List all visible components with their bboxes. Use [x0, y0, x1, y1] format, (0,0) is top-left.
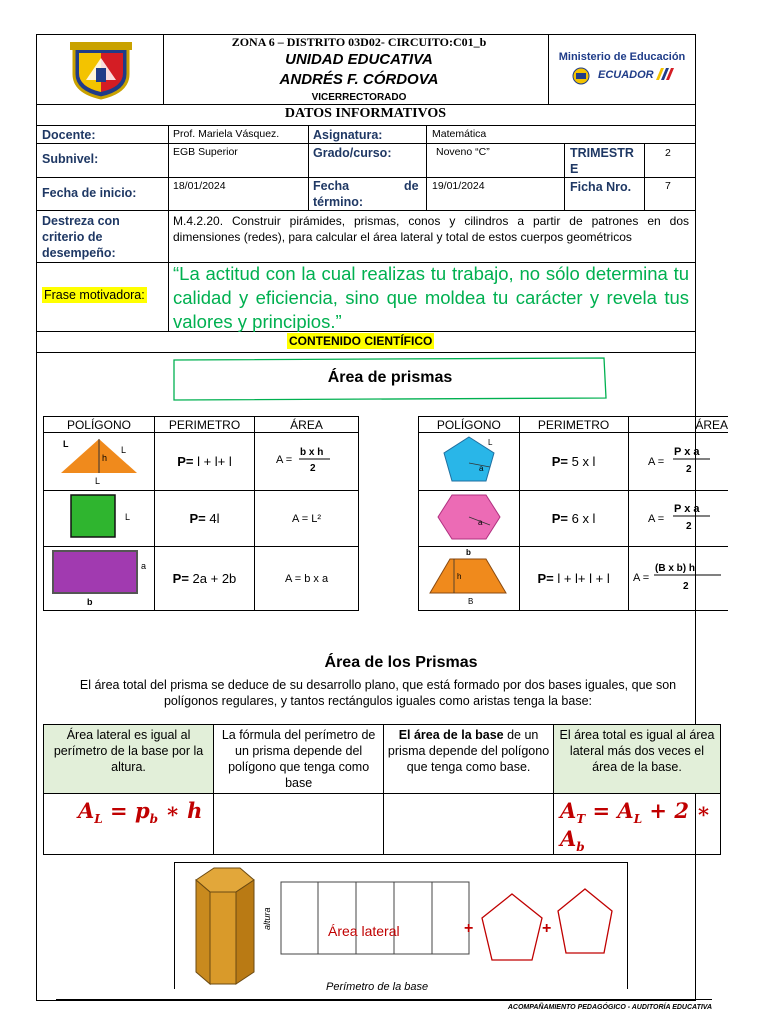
- fecha-inicio-value: 18/01/2024: [173, 180, 226, 192]
- square-cell: [44, 491, 155, 547]
- svg-text:A =: A =: [648, 513, 665, 525]
- area-cell: [255, 433, 359, 491]
- pentagon-base-icon: [554, 885, 616, 959]
- perimetro-cell: P= 6 x l: [519, 491, 628, 547]
- lateral-area-formula: $A_L = p_b$ ∗ h: [78, 798, 203, 827]
- grado-label: Grado/curso:: [313, 146, 392, 160]
- grado-value: Noveno “C”: [436, 146, 490, 158]
- table-row: [419, 433, 729, 491]
- svg-text:P x a: P x a: [674, 503, 700, 515]
- table-row: [419, 491, 729, 547]
- prisms-formula-table: [43, 724, 721, 855]
- table-row: [44, 433, 359, 491]
- frase-value: “La actitud con la cual realizas tu trabajo, no sólo determina tu calidad y eficiencia, sino que moldea tu carácter y revela tus valores y principios.”: [173, 263, 689, 332]
- col-header-area: ÁREA: [255, 417, 359, 433]
- asignatura-value: Matemática: [432, 128, 487, 140]
- col-header-poligono: POLÍGONO: [44, 417, 155, 433]
- table-row: [44, 547, 359, 611]
- subnivel-value: EGB Superior: [173, 146, 238, 158]
- fecha-inicio-label: Fecha de inicio:: [42, 186, 137, 200]
- fecha-termino-label-2: término:: [313, 195, 363, 209]
- perimetro-cell: P= l + l+ l: [154, 433, 254, 491]
- area-cell: A = b x a: [255, 547, 359, 611]
- school-name-line1: UNIDAD EDUCATIVA: [285, 51, 433, 68]
- contenido-title: CONTENIDO CIENTÍFICO: [289, 334, 433, 348]
- destreza-value: M.4.2.20. Construir pirámides, prismas, conos y cilindros a partir de patrones en dos dimensiones (redes), para calcular el área lateral y total de estos cuerpos geométricos: [173, 214, 689, 244]
- square-icon: [49, 491, 149, 543]
- pentagon-side: L: [487, 438, 493, 447]
- svg-text:A =: A =: [648, 456, 665, 468]
- trimestre-label-1: TRIMESTR: [570, 146, 634, 160]
- triangle-side-left: L: [62, 439, 69, 449]
- dept-label: VICERRECTORADO: [311, 92, 407, 103]
- svg-text:A =: A =: [633, 572, 650, 584]
- plus-sign-1: +: [464, 920, 474, 937]
- col-header-area: ÁREA: [628, 417, 728, 433]
- hexagon-apothem: a: [477, 518, 483, 527]
- perimetro-cell: P= 4l: [154, 491, 254, 547]
- pentagon-base-icon: [478, 890, 546, 966]
- trapezoid-icon: [422, 547, 516, 607]
- svg-text:2: 2: [683, 581, 689, 592]
- lateral-area-text: Área lateral es igual al perímetro de la base por la altura.: [44, 725, 214, 794]
- col-header-poligono: POLÍGONO: [419, 417, 520, 433]
- total-area-text: El área total es igual al área lateral más dos veces el área de la base.: [553, 725, 720, 794]
- empty-cell: [384, 794, 554, 855]
- rectangle-base: b: [86, 597, 93, 607]
- trapezoid-height: h: [456, 572, 462, 581]
- trapezoid-top: b: [465, 548, 471, 557]
- col-header-perimetro: PERIMETRO: [154, 417, 254, 433]
- docente-label: Docente:: [42, 128, 96, 142]
- destreza-label: Destreza con criterio de desempeño:: [42, 214, 120, 260]
- plus-sign-2: +: [542, 920, 552, 937]
- trimestre-value: 2: [665, 147, 671, 159]
- trapezoid-cell: [419, 547, 520, 611]
- triangle-cell: [44, 433, 155, 491]
- school-logo: [66, 40, 136, 100]
- prism-3d-icon: [190, 866, 260, 990]
- ficha-value: 7: [665, 180, 671, 192]
- ecuador-stripes-icon: [652, 67, 674, 81]
- school-name-line2: ANDRÉS F. CÓRDOVA: [279, 71, 439, 88]
- hexagon-area-formula: [640, 500, 716, 534]
- docente-value: Prof. Mariela Vásquez.: [173, 128, 280, 140]
- perimetro-base-label: Perímetro de la base: [326, 981, 429, 993]
- hexagon-cell: [419, 491, 520, 547]
- left-polygon-table: [43, 416, 359, 611]
- right-polygon-table: [418, 416, 728, 611]
- rectangle-height: a: [140, 561, 146, 571]
- svg-text:P x a: P x a: [674, 446, 700, 458]
- rectangle-cell: [44, 547, 155, 611]
- triangle-icon: [49, 433, 149, 487]
- svg-text:2: 2: [309, 463, 316, 474]
- table-row: [44, 491, 359, 547]
- trapezoid-area-formula: [633, 559, 723, 595]
- area-cell: [628, 491, 728, 547]
- triangle-base: L: [94, 476, 100, 486]
- svg-text:b x h: b x h: [299, 447, 323, 458]
- perimetro-cell: P= l + l+ l + l: [519, 547, 628, 611]
- perimeter-text: La fórmula del perímetro de un prisma depende del polígono que tenga como base: [214, 725, 384, 794]
- empty-cell: [214, 794, 384, 855]
- svg-text:(B x b) h: (B x b) h: [655, 563, 696, 574]
- trapezoid-base: B: [467, 597, 474, 606]
- frase-label: Frase motivadora:: [44, 288, 145, 302]
- pentagon-cell: [419, 433, 520, 491]
- ecuador-label: ECUADOR: [598, 69, 654, 81]
- footer-text: ACOMPAÑAMIENTO PEDAGÓGICO - AUDITORÍA EDUCATIVA: [507, 1004, 712, 1011]
- prisms-intro: El área total del prisma se deduce de su desarrollo plano, que está formado por dos bases iguales, que son polígonos regulares, y tantos rectángulos iguales como aristas tenga la base:: [79, 678, 677, 708]
- subnivel-label: Subnivel:: [42, 152, 99, 166]
- hexagon-icon: [424, 491, 514, 543]
- triangle-side-right: L: [120, 445, 126, 455]
- col-header-perimetro: PERIMETRO: [519, 417, 628, 433]
- ficha-label: Ficha Nro.: [570, 180, 632, 194]
- triangle-area-formula: [272, 443, 342, 477]
- svg-text:A =: A =: [275, 454, 292, 466]
- area-title: Área de prismas: [327, 369, 453, 386]
- fecha-termino-label-de: de: [404, 179, 419, 193]
- svg-text:2: 2: [686, 464, 692, 475]
- ecuador-flag-icon: [570, 67, 592, 85]
- perimetro-cell: P= 2a + 2b: [154, 547, 254, 611]
- svg-text:2: 2: [686, 521, 692, 532]
- area-cell: [628, 547, 728, 611]
- datos-title: DATOS INFORMATIVOS: [284, 106, 447, 121]
- total-area-formula: $A_T = A_L + 2$ ∗ $A_b$: [559, 798, 711, 855]
- triangle-height: h: [101, 453, 107, 463]
- area-lateral-label: Área lateral: [328, 923, 400, 939]
- pentagon-apothem: a: [478, 464, 484, 473]
- asignatura-label: Asignatura:: [313, 128, 383, 142]
- square-side: L: [124, 512, 130, 522]
- pentagon-area-formula: [640, 443, 716, 477]
- total-formula-cell: [553, 794, 720, 855]
- fecha-termino-value: 19/01/2024: [432, 180, 485, 192]
- rectangle-icon: [45, 547, 153, 607]
- altura-label: altura: [262, 907, 272, 930]
- ministry-label: Ministerio de Educación: [558, 51, 686, 63]
- area-cell: [628, 433, 728, 491]
- pentagon-icon: [424, 433, 514, 487]
- perimetro-cell: P= 5 x l: [519, 433, 628, 491]
- trimestre-label-2: E: [570, 162, 579, 176]
- area-cell: A = L²: [255, 491, 359, 547]
- lateral-formula-cell: [44, 794, 214, 855]
- zona-line: ZONA 6 – DISTRITO 03D02- CIRCUITO:C01_b: [231, 35, 487, 49]
- table-row: [419, 547, 729, 611]
- base-area-text: El área de la base de un prisma depende del polígono que tenga como base.: [384, 725, 554, 794]
- prisms-title: Área de los Prismas: [324, 654, 478, 671]
- fecha-termino-label-1: Fecha: [313, 179, 350, 193]
